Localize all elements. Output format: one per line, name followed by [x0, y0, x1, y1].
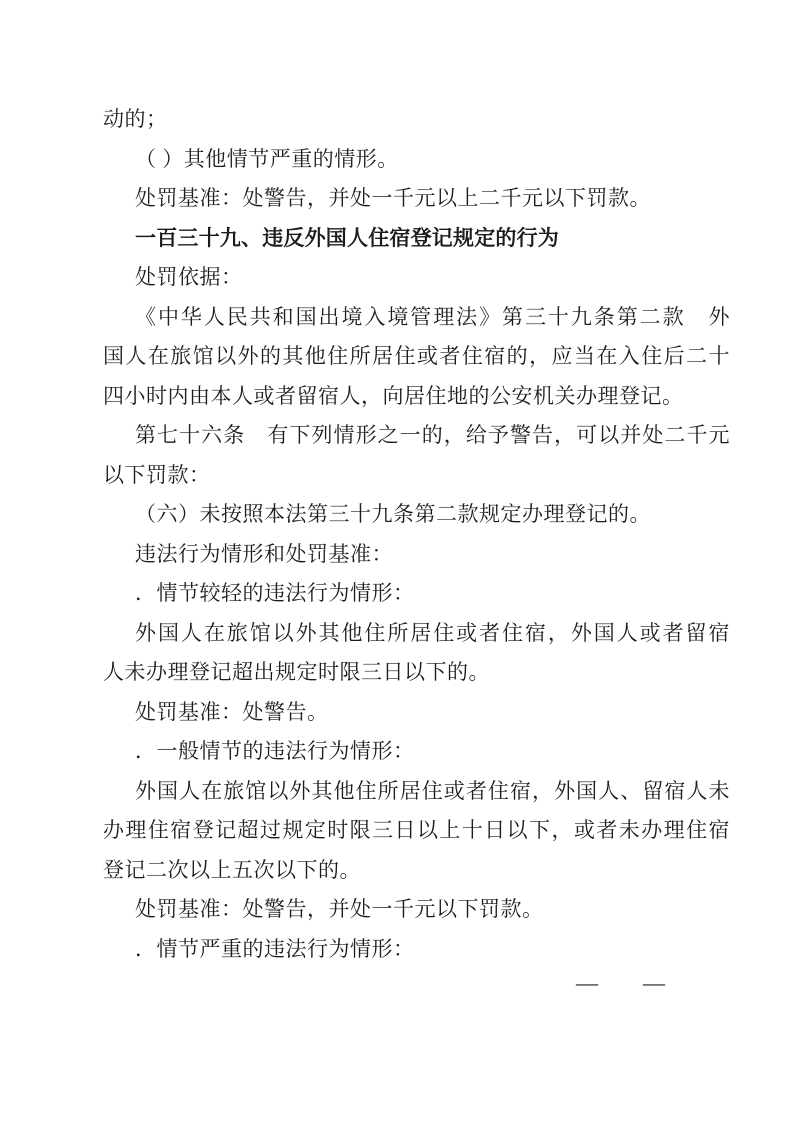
- page-number-dash-left: —: [576, 970, 598, 995]
- text-line: 外国人在旅馆以外其他住所居住或者住宿，外国人或者留宿: [135, 620, 730, 645]
- text-line: 国人在旅馆以外的其他住所居住或者住宿的，应当在入住后二十: [103, 344, 730, 368]
- text-line: 处罚基准：处警告，并处一千元以下罚款。: [135, 897, 544, 921]
- text-line: （六）未按照本法第三十九条第二款规定办理登记的。: [135, 502, 651, 526]
- text-line: 处罚基准：处警告，并处一千元以上二千元以下罚款。: [135, 186, 651, 210]
- text-line: 违法行为情形和处罚基准：: [135, 541, 393, 566]
- text-line: ．一般情节的违法行为情形：: [135, 739, 415, 763]
- text-line: ．情节严重的违法行为情形：: [135, 936, 415, 961]
- text-line: 四小时内由本人或者留宿人，向居住地的公安机关办理登记。: [103, 383, 684, 408]
- text-line: 办理住宿登记超过规定时限三日以上十日以下，或者未办理住宿: [103, 818, 730, 842]
- text-line: 第七十六条 有下列情形之一的，给予警告，可以并处二千元: [135, 423, 730, 447]
- section-heading-line: 一百三十九、违反外国人住宿登记规定的行为: [135, 226, 559, 250]
- text-line: 《中华人民共和国出境入境管理法》第三十九条第二款 外: [135, 304, 730, 329]
- text-line: 外国人在旅馆以外其他住所居住或者住宿，外国人、留宿人未: [135, 778, 730, 803]
- text-line: 人未办理登记超出规定时限三日以下的。: [103, 660, 490, 684]
- text-line: 动的；: [103, 107, 168, 131]
- text-line: 以下罚款：: [103, 462, 211, 487]
- text-line: ．情节较轻的违法行为情形：: [135, 581, 415, 605]
- text-line: 登记二次以上五次以下的。: [103, 857, 361, 882]
- text-line: （ ）其他情节严重的情形。: [135, 146, 399, 171]
- text-block: [103, 100, 730, 969]
- page-number-dash-right: —: [643, 970, 665, 995]
- text-line: 处罚依据：: [135, 265, 243, 289]
- text-line: 处罚基准：处警告。: [135, 699, 329, 724]
